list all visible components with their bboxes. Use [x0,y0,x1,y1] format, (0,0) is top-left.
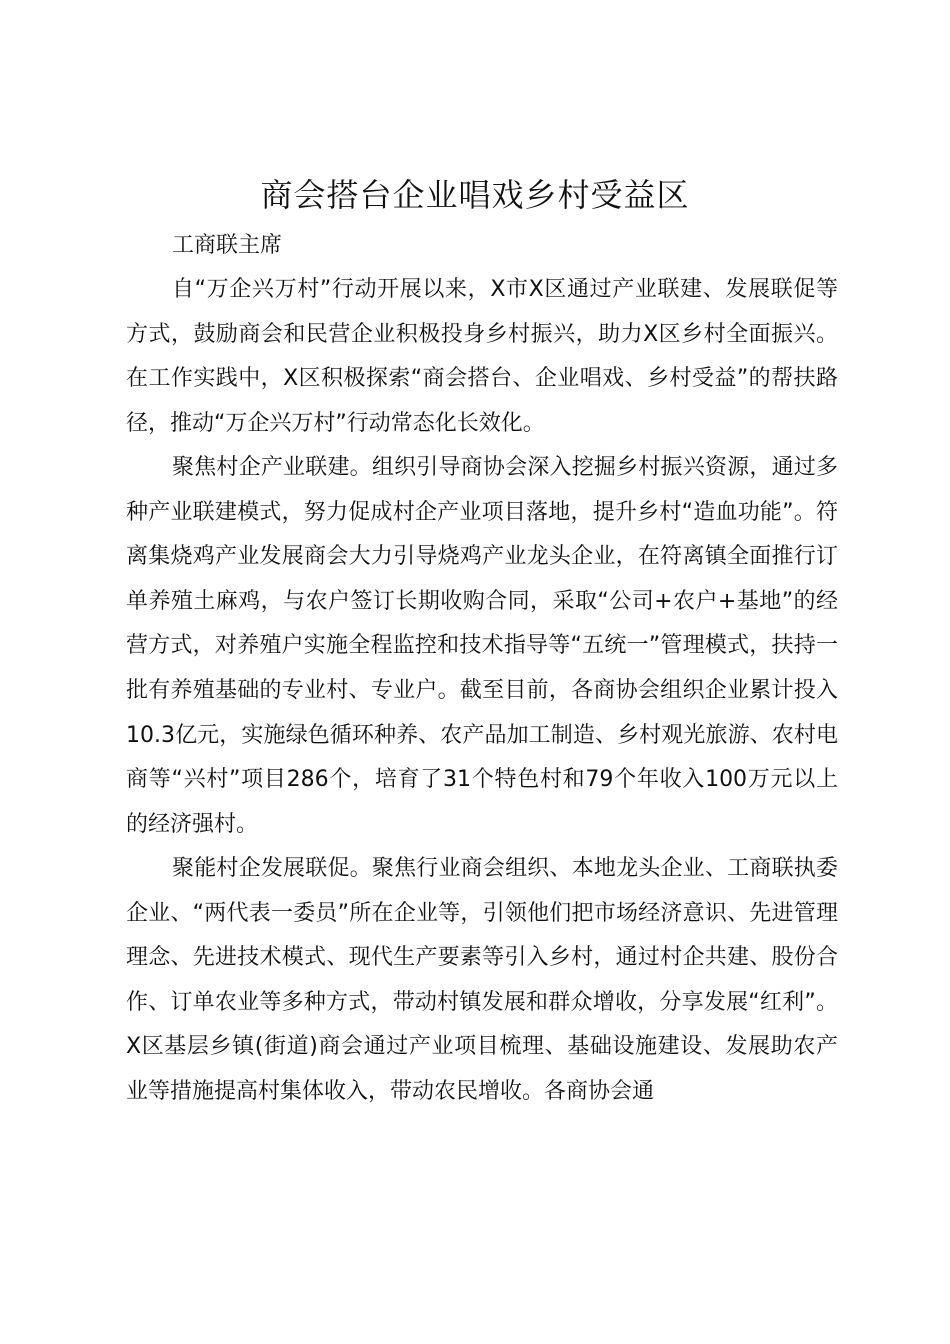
paragraph: 自“万企兴万村”行动开展以来，X市X区通过产业联建、发展联促等方式，鼓励商会和民营企业积极投身乡村振兴，助力X区乡村全面振兴。在工作实践中，X区积极探索“商会搭台、企业唱戏、乡村受益”的帮扶路径，推动“万企兴万村”行动常态化长效化。 [126,277,838,436]
document-title: 商会搭台企业唱戏乡村受益区 [260,176,690,214]
paragraph: 聚能村企发展联促。聚焦行业商会组织、本地龙头企业、工商联执委企业、“两代表一委员”所在企业等，引领他们把市场经济意识、先进管理理念、先进技术模式、现代生产要素等引入乡村，通过村企共建、股份合作、订单农业等多种方式，带动村镇发展和群众增收，分享发展“红利”。X区基层乡镇(街道)商会通过产业项目梳理、基础设施建设、发展助农产业等措施提高村集体收入，带动农民增收。各商协会通 [126,856,838,1104]
document-author: 工商联主席 [172,233,283,258]
paragraph: 聚焦村企产业联建。组织引导商协会深入挖掘乡村振兴资源，通过多种产业联建模式，努力促成村企产业项目落地，提升乡村“造血功能”。符离集烧鸡产业发展商会大力引导烧鸡产业龙头企业，在符离镇全面推行订单养殖土麻鸡，与农户签订长期收购合同，采取“公司+农户+基地”的经营方式，对养殖户实施全程监控和技术指导等“五统一”管理模式，扶持一批有养殖基础的专业村、专业户。截至目前，各商协会组织企业累计投入10.3亿元，实施绿色循环种养、农产品加工制造、乡村观光旅游、农村电商等“兴村”项目286个，培育了31个特色村和79个年收入100万元以上的经济强村。 [126,455,838,837]
